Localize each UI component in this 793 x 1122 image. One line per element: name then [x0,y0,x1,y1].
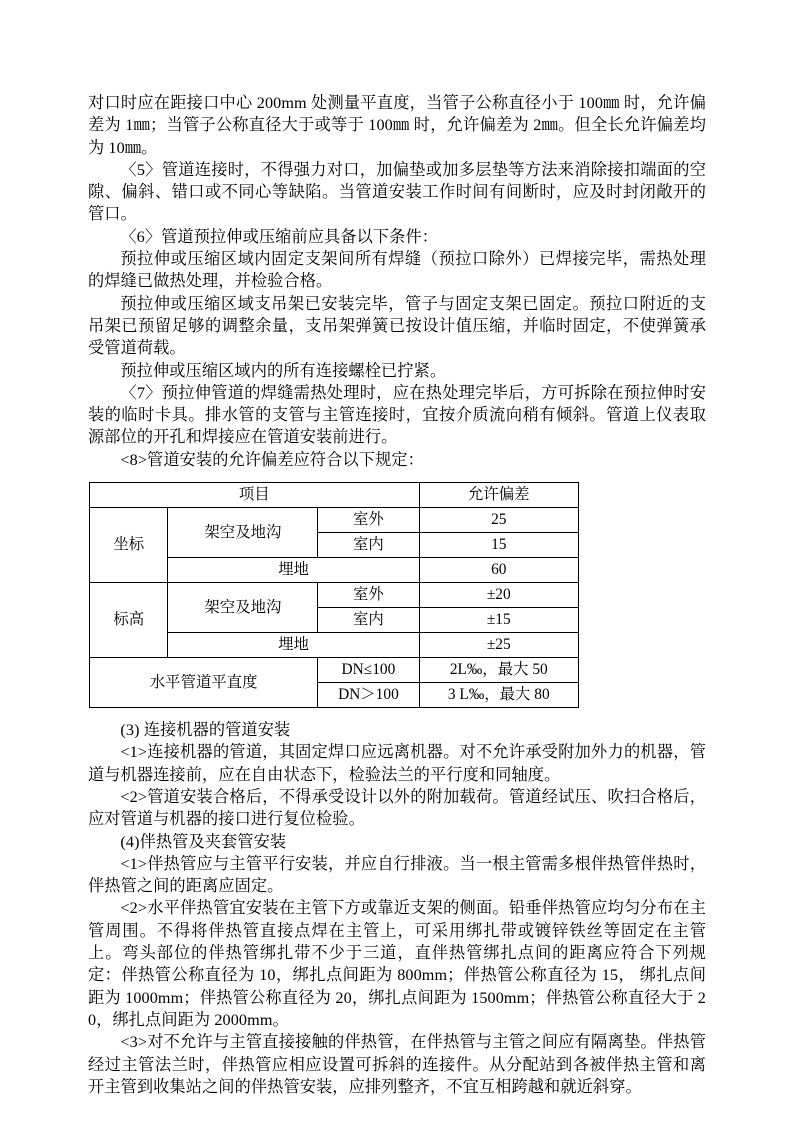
header-cell-item: 项目 [90,483,420,508]
cell-sub-shiwai-1: 室外 [318,508,419,533]
paragraph-14: <2>水平伴热管宜安装在主管下方或靠近支架的侧面。铅垂伴热管应均匀分布在主管周围。不得将伴热管直接点焊在主管上，可采用绑扎带或镀锌铁丝等固定在主管上。弯头部位的伴热管绑扎带不少于三道，直伴热管绑扎点间的距离应符合下列规定：伴热管公称直径为 10，绑扎点间距为 800mm；伴热管公称直径为 15， 绑扎点间距为 1000mm；伴热管公称直径为 20，绑扎点间距为 1500mm；伴热管公称直径大于 20，绑扎点间距为 2000mm。 [88,899,706,1029]
cell-sub-dn-le-100: DN≤100 [318,658,419,683]
paragraph-4: 预拉伸或压缩区域内固定支架间所有焊缝（预拉口除外）已焊接完毕，需热处理的焊缝已做热处理，并检验合格。 [88,250,706,291]
pipe-installation-tolerance-table [89,482,579,708]
paragraph-13: <1>伴热管应与主管平行安装，并应自行排液。当一根主管需多根伴热管伴热时，伴热管之间的距离应固定。 [88,854,706,896]
cell-value-plus20: ±20 [419,583,578,608]
header-cell-tolerance: 允许偏差 [419,483,578,508]
cell-sub-shiwai-2: 室外 [318,583,419,608]
cell-value-25: 25 [419,508,578,533]
cell-group-zuobiao: 坐标 [90,508,168,583]
table-row [90,583,579,608]
cell-sub-shinei-2: 室内 [318,608,419,633]
cell-value-3l: 3 L‰，最大 80 [419,683,578,708]
cell-sub-jiakong-2: 架空及地沟 [168,583,318,633]
cell-value-plus15: ±15 [419,608,578,633]
paragraph-2: 〈5〉管道连接时，不得强力对口，加偏垫或加多层垫等方法来消除接扣端面的空隙、偏斜、错口或不同心等缺陷。当管道安装工作时间有间断时，应及时封闭敞开的管口。 [88,160,706,224]
paragraph-12: (4)伴热管及夹套管安装 [120,832,287,851]
table-row [90,658,579,683]
paragraph-7: 〈7〉预拉伸管道的焊缝需热处理时，应在热处理完毕后，方可拆除在预拉伸时安装的临时卡具。排水管的支管与主管连接时，宜按介质流向稍有倾斜。管道上仪表取源部位的开孔和焊接应在管道安装前进行。 [88,383,706,447]
tolerance-table-wrapper [89,482,706,708]
paragraph-9: (3) 连接机器的管道安装 [120,721,291,740]
cell-value-2l: 2L‰，最大 50 [419,658,578,683]
table-row [90,508,579,533]
paragraph-1: 对口时应在距接口中心 200mm 处测量平直度，当管子公称直径小于 100㎜ 时，允许偏差为 1㎜；当管子公称直径大于或等于 100㎜ 时，允许偏差为 2㎜。但全长允许偏差均为 10㎜。 [88,94,706,157]
cell-sub-shinei-1: 室内 [318,533,419,558]
cell-group-biaogao: 标高 [90,583,168,658]
table-header-row [90,483,579,508]
document-body [88,92,706,1098]
cell-value-15: 15 [419,533,578,558]
paragraph-3: 〈6〉管道预拉伸或压缩前应具备以下条件： [120,227,439,246]
cell-sub-maidi-2: 埋地 [168,633,419,658]
cell-group-shuiping: 水平管道平直度 [90,658,318,708]
paragraph-6: 预拉伸或压缩区域内的所有连接螺栓已拧紧。 [120,361,447,380]
paragraph-10: <1>连接机器的管道，其固定焊口应远离机器。对不允许承受附加外力的机器，管道与机器连接前，应在自由状态下，检验法兰的平行度和同轴度。 [88,743,706,784]
paragraph-5: 预拉伸或压缩区域支吊架已安装完毕，管子与固定支架已固定。预拉口附近的支吊架已预留足够的调整余量，支吊架弹簧已按设计值压缩，并临时固定，不使弹簧承受管道荷载。 [88,294,706,358]
paragraph-15: <3>对不允许与主管直接接触的伴热管，在伴热管与主管之间应有隔离垫。伴热管经过主管法兰时，伴热管应相应设置可拆斜的连接件。从分配站到各被伴热主管和离开主管到收集站之间的伴热管安装，应排列整齐，不宜互相跨越和就近斜穿。 [88,1033,706,1096]
paragraph-11: <2>管道安装合格后，不得承受设计以外的附加载荷。管道经试压、吹扫合格后，应对管道与机器的接口进行复位检验。 [88,787,706,829]
cell-value-plus25: ±25 [419,633,578,658]
cell-sub-jiakong-1: 架空及地沟 [168,508,318,558]
paragraph-8: <8>管道安装的允许偏差应符合以下规定： [120,450,424,469]
cell-sub-maidi-1: 埋地 [168,558,419,583]
cell-value-60: 60 [419,558,578,583]
cell-sub-dn-gt-100: DN＞100 [318,683,419,708]
